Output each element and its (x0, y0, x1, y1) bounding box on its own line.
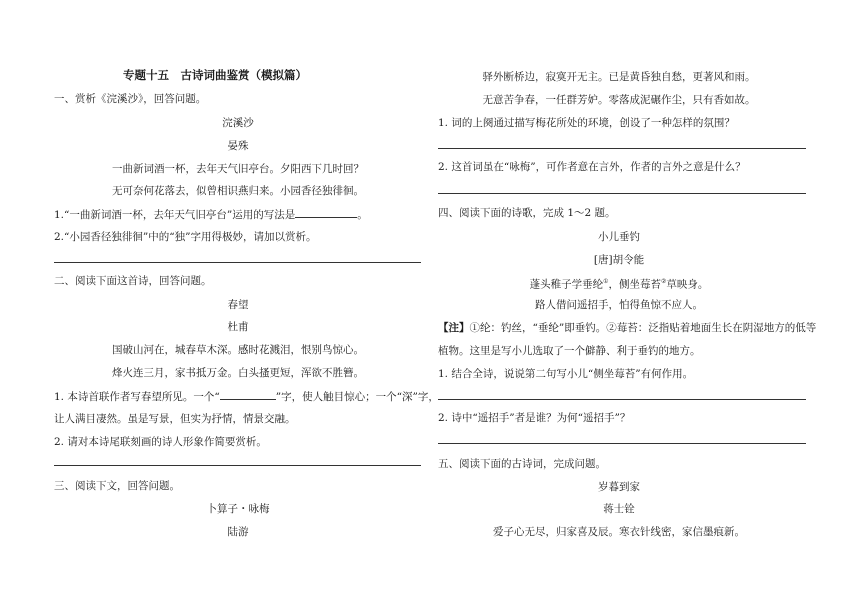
note-cont: 植物。这里是写小儿选取了一个僻静、利于垂钓的地方。 (438, 345, 701, 357)
poem-line: 爱子心无尽，归家喜及辰。寒衣针线密，家信墨痕新。 (493, 526, 745, 538)
poem-text: ，侧坐莓苔 (608, 278, 661, 291)
question-text: 1. 本诗首联作者写春望所见。一个“ (54, 391, 220, 403)
poem-line: 烽火连三月，家书抵万金。白头搔更短，浑欲不胜簪。 (112, 367, 364, 379)
poem-title: 小儿垂钓 (598, 231, 640, 243)
answer-line[interactable] (438, 193, 806, 194)
poem-title: 浣溪沙 (222, 117, 254, 129)
question-text-end: 。 (357, 209, 368, 221)
section-5-heading: 五、阅读下面的古诗词，完成问题。 (438, 458, 606, 470)
note-label: 【注】 (438, 322, 470, 334)
poem-line: 路人借问遥招手，怕得鱼惊不应人。 (535, 299, 703, 311)
poem-title: 春望 (227, 299, 249, 311)
question-2-2: 2. 请对本诗尾联刻画的诗人形象作简要赏析。 (54, 436, 267, 448)
note-text: ①纶：钓丝，“垂纶”即垂钓。②莓苔：泛指贴着地面生长在阴湿地方的低等 (469, 322, 817, 334)
poem-line (430, 275, 808, 292)
note (438, 321, 816, 335)
answer-blank[interactable] (295, 207, 357, 218)
page-title: 专题十五 古诗词曲鉴赏（模拟篇） (123, 68, 307, 82)
poem-author: 陆游 (227, 526, 249, 538)
footnote-mark: ① (603, 278, 609, 285)
poem-line: 无意苦争春，一任群芳妒。零落成泥碾作尘，只有香如故。 (482, 94, 756, 106)
poem-text: 蓬头稚子学垂纶 (529, 278, 604, 291)
question-1-2: 2.“小园香径独徘徊”中的“独”字用得极妙，请加以赏析。 (54, 231, 317, 243)
poem-text: 草映身。 (666, 278, 709, 291)
section-1-heading: 一、赏析《浣溪沙》，回答问题。 (54, 93, 207, 105)
poem-line: 一曲新词酒一杯，去年天气旧亭台。夕阳西下几时回？ (112, 163, 364, 175)
answer-line[interactable] (54, 465, 421, 466)
footnote-mark: ② (661, 278, 667, 285)
question-3-1: 1. 词的上阕通过描写梅花所处的环境，创设了一种怎样的氛围？ (438, 117, 735, 129)
question-text: 1.“一曲新词酒一杯，去年天气旧亭台”运用的写法是 (54, 209, 296, 221)
poem-line: 国破山河在，城春草木深。感时花溅泪，恨别鸟惊心。 (112, 344, 364, 356)
question-4-1: 1. 结合全诗，说说第二句写小儿“侧坐莓苔”有何作用。 (438, 368, 694, 380)
poem-author: [唐]胡令能 (593, 254, 645, 266)
question-4-2: 2. 诗中“遥招手”者是谁？为何“遥招手”？ (438, 412, 631, 424)
answer-line[interactable] (438, 443, 806, 444)
question-2-1-cont: 让人满目凄然。虽是写景，但实为抒情，情景交融。 (54, 413, 296, 425)
answer-line[interactable] (438, 399, 806, 400)
poem-author: 杜甫 (227, 321, 249, 333)
poem-title: 岁暮到家 (598, 481, 640, 493)
poem-line: 驿外断桥边，寂寞开无主。已是黄昏独自愁，更著风和雨。 (482, 71, 756, 83)
poem-line: 无可奈何花落去，似曾相识燕归来。小园香径独徘徊。 (112, 185, 364, 197)
section-2-heading: 二、阅读下面这首诗，回答问题。 (54, 275, 212, 287)
question-2-1 (54, 389, 439, 404)
question-text-cont: ”字，使人触目惊心；一个“深”字， (275, 391, 439, 403)
question-1-1 (54, 207, 368, 222)
section-3-heading: 三、阅读下文，回答问题。 (54, 480, 180, 492)
answer-line[interactable] (438, 148, 806, 149)
answer-blank[interactable] (220, 389, 276, 400)
poem-author: 蒋士铨 (603, 503, 635, 515)
poem-author: 晏殊 (227, 140, 249, 152)
section-4-heading: 四、阅读下面的诗歌，完成 1～2 题。 (438, 207, 616, 219)
question-3-2: 2. 这首词虽在“咏梅”，可作者意在言外，作者的言外之意是什么？ (438, 161, 746, 173)
answer-line[interactable] (54, 262, 421, 263)
poem-title: 卜算子・咏梅 (206, 503, 270, 515)
